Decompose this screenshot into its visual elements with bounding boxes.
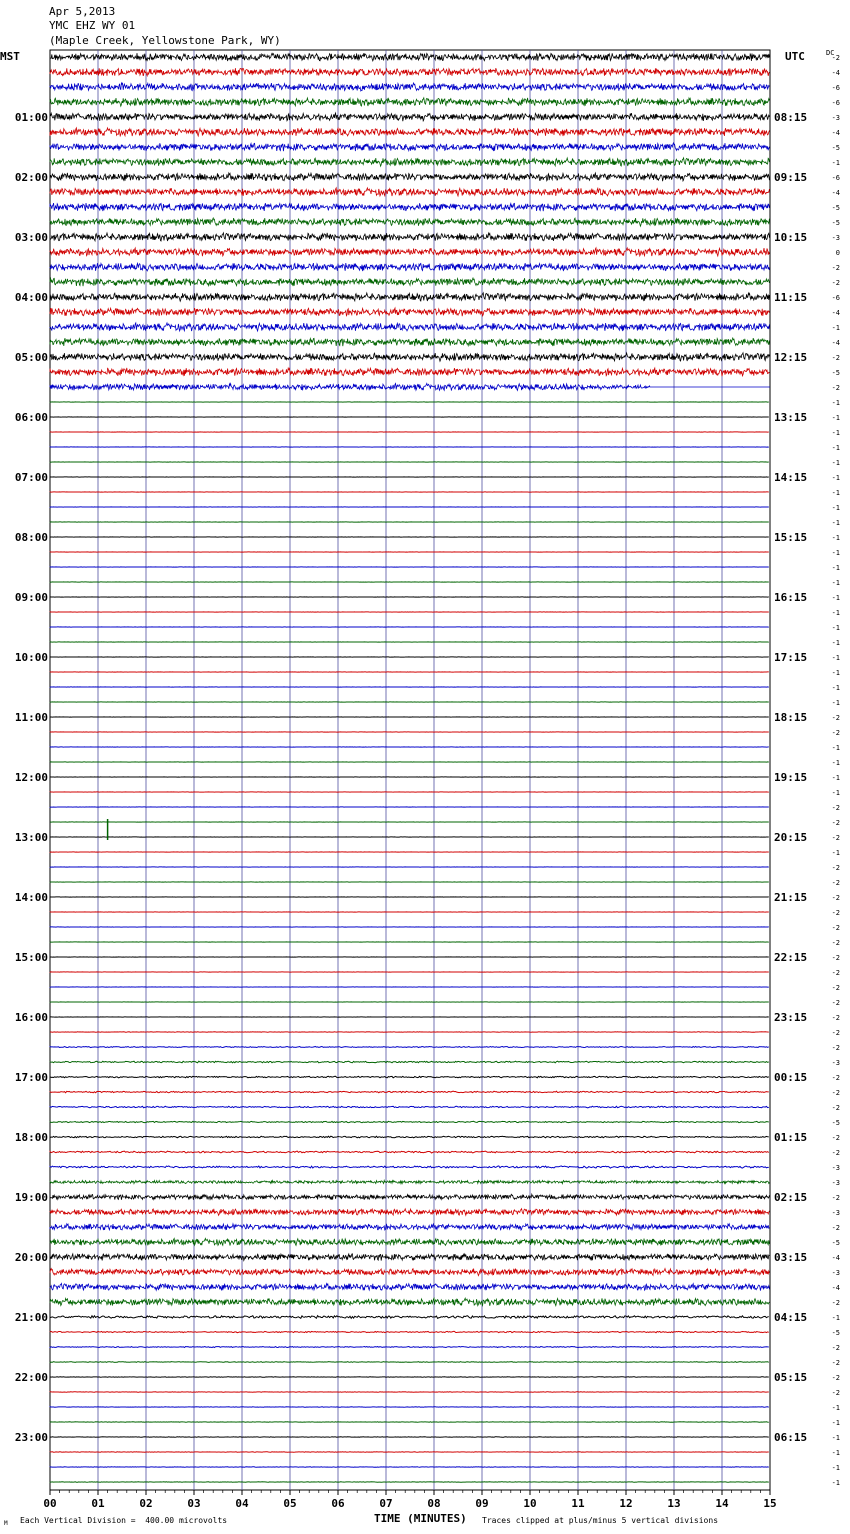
dc-offset-label: -3 — [831, 1269, 840, 1277]
x-tick-label: 04 — [235, 1497, 249, 1510]
seismic-trace — [50, 1180, 769, 1183]
mst-hour-label: 16:00 — [14, 1011, 48, 1024]
dc-offset-label: -2 — [831, 984, 840, 992]
mst-hour-label: 21:00 — [14, 1311, 48, 1324]
seismic-trace — [50, 203, 769, 211]
seismic-trace — [50, 1452, 769, 1453]
seismic-trace — [50, 218, 769, 226]
clip-note: Traces clipped at plus/minus 5 vertical divisions — [482, 1516, 719, 1525]
x-tick-label: 06 — [331, 1497, 345, 1510]
dc-offset-label: -1 — [831, 1404, 840, 1412]
seismic-trace — [50, 1254, 769, 1261]
dc-offset-label: -1 — [831, 849, 840, 857]
dc-offset-label: -4 — [831, 1254, 840, 1262]
dc-offset-label: -2 — [831, 1029, 840, 1037]
seismic-trace — [50, 53, 769, 61]
dc-offset-label: -1 — [831, 399, 840, 407]
dc-offset-label: -1 — [831, 489, 840, 497]
seismic-trace — [50, 1061, 769, 1063]
seismic-trace — [50, 1482, 769, 1483]
seismic-trace — [50, 1269, 769, 1276]
seismic-trace — [50, 323, 769, 331]
utc-hour-label: 15:15 — [774, 531, 808, 544]
utc-hour-label: 10:15 — [774, 231, 808, 244]
mst-hour-label: 12:00 — [14, 771, 48, 784]
x-tick-label: 12 — [619, 1497, 633, 1510]
dc-offset-label: -6 — [831, 99, 840, 107]
header-location: (Maple Creek, Yellowstone Park, WY) — [49, 34, 281, 47]
dc-offset-label: -1 — [831, 579, 840, 587]
dc-offset-label: -2 — [831, 54, 840, 62]
seismic-trace — [50, 1407, 769, 1408]
seismic-trace — [50, 98, 769, 106]
dc-offset-label: -2 — [831, 1389, 840, 1397]
x-tick-label: 02 — [139, 1497, 153, 1510]
dc-label: DC — [826, 49, 835, 57]
dc-offset-label: -3 — [831, 1209, 840, 1217]
dc-offset-label: -3 — [831, 1164, 840, 1172]
dc-offset-label: -6 — [831, 294, 840, 302]
dc-offset-label: -1 — [831, 699, 840, 707]
mst-hour-label: 04:00 — [14, 291, 48, 304]
seismic-trace — [50, 173, 769, 181]
seismic-trace — [50, 1106, 769, 1108]
x-tick-label: 08 — [427, 1497, 441, 1510]
mst-hour-label: 09:00 — [14, 591, 48, 604]
seismic-trace — [50, 1032, 769, 1033]
utc-hour-label: 09:15 — [774, 171, 808, 184]
dc-offset-label: -1 — [831, 1479, 840, 1487]
dc-offset-label: -1 — [831, 1449, 840, 1457]
dc-offset-label: -2 — [831, 1299, 840, 1307]
utc-hour-label: 12:15 — [774, 351, 808, 364]
dc-offset-label: -2 — [831, 729, 840, 737]
seismic-trace — [50, 1166, 769, 1168]
header-station: YMC EHZ WY 01 — [49, 19, 136, 32]
utc-hour-label: 21:15 — [774, 891, 808, 904]
seismic-trace — [50, 1151, 769, 1153]
dc-offset-label: -2 — [831, 834, 840, 842]
dc-offset-label: -2 — [831, 279, 840, 287]
mst-hour-label: 03:00 — [14, 231, 48, 244]
seismic-trace — [50, 233, 769, 241]
dc-offset-label: -5 — [831, 144, 840, 152]
dc-offset-label: -4 — [831, 129, 840, 137]
dc-offset-label: -2 — [831, 1374, 840, 1382]
dc-offset-label: -4 — [831, 309, 840, 317]
dc-offset-label: -4 — [831, 1284, 840, 1292]
dc-offset-label: -2 — [831, 1014, 840, 1022]
dc-offset-label: -5 — [831, 369, 840, 377]
dc-offset-label: -1 — [831, 474, 840, 482]
mst-hour-label: 14:00 — [14, 891, 48, 904]
dc-offset-label: -1 — [831, 639, 840, 647]
utc-hour-label: 22:15 — [774, 951, 808, 964]
dc-offset-label: -2 — [831, 879, 840, 887]
utc-hour-label: 11:15 — [774, 291, 808, 304]
x-tick-label: 01 — [91, 1497, 105, 1510]
seismic-trace — [50, 1136, 769, 1138]
x-tick-label: 10 — [523, 1497, 537, 1510]
dc-offset-label: -1 — [831, 444, 840, 452]
dc-offset-label: -2 — [831, 1359, 840, 1367]
dc-offset-label: -2 — [831, 1044, 840, 1052]
utc-hour-label: 02:15 — [774, 1191, 808, 1204]
seismic-trace — [50, 263, 769, 271]
mst-hour-label: 02:00 — [14, 171, 48, 184]
dc-offset-label: -4 — [831, 69, 840, 77]
seismic-trace — [50, 248, 769, 256]
utc-hour-label: 17:15 — [774, 651, 808, 664]
dc-offset-label: -1 — [831, 159, 840, 167]
mst-hour-label: 15:00 — [14, 951, 48, 964]
utc-hour-label: 18:15 — [774, 711, 808, 724]
seismic-trace — [50, 1209, 769, 1216]
dc-offset-label: -5 — [831, 1119, 840, 1127]
mst-hour-label: 07:00 — [14, 471, 48, 484]
dc-offset-label: -5 — [831, 1329, 840, 1337]
seismic-trace — [50, 1194, 769, 1199]
utc-hour-label: 00:15 — [774, 1071, 808, 1084]
dc-offset-label: -1 — [831, 324, 840, 332]
seismic-trace — [50, 188, 769, 196]
mst-hour-label: 10:00 — [14, 651, 48, 664]
utc-hour-label: 20:15 — [774, 831, 808, 844]
mst-hour-label: 20:00 — [14, 1251, 48, 1264]
seismic-trace — [50, 1346, 769, 1347]
dc-offset-label: -2 — [831, 1344, 840, 1352]
dc-offset-label: -2 — [831, 1134, 840, 1142]
dc-offset-label: -2 — [831, 954, 840, 962]
seismic-trace — [50, 1091, 769, 1093]
dc-offset-label: -1 — [831, 669, 840, 677]
dc-offset-label: -2 — [831, 354, 840, 362]
dc-offset-label: -1 — [831, 519, 840, 527]
dc-offset-label: -2 — [831, 1074, 840, 1082]
utc-hour-label: 04:15 — [774, 1311, 808, 1324]
dc-offset-label: -5 — [831, 219, 840, 227]
seismic-trace — [50, 1121, 769, 1122]
corner-mark: M — [4, 1520, 8, 1527]
utc-hour-label: 08:15 — [774, 111, 808, 124]
dc-offset-label: -5 — [831, 204, 840, 212]
utc-hour-label: 05:15 — [774, 1371, 808, 1384]
x-tick-label: 00 — [43, 1497, 57, 1510]
mst-hour-label: 11:00 — [14, 711, 48, 724]
dc-offset-label: -1 — [831, 774, 840, 782]
seismic-trace — [50, 1283, 769, 1290]
dc-offset-label: -1 — [831, 504, 840, 512]
dc-offset-label: -1 — [831, 1314, 840, 1322]
dc-offset-label: -6 — [831, 84, 840, 92]
x-tick-label: 07 — [379, 1497, 393, 1510]
dc-offset-label: -1 — [831, 429, 840, 437]
seismic-trace — [50, 1392, 769, 1393]
seismic-trace — [50, 1224, 769, 1230]
seismic-trace — [50, 338, 769, 346]
header-date: Apr 5,2013 — [49, 5, 116, 18]
seismic-trace — [50, 293, 769, 301]
seismic-trace — [50, 1437, 769, 1438]
seismic-trace — [50, 1046, 769, 1047]
x-tick-label: 09 — [475, 1497, 489, 1510]
dc-offset-label: -2 — [831, 819, 840, 827]
division-note: Each Vertical Division = 400.00 microvolts — [20, 1516, 228, 1525]
dc-offset-label: -2 — [831, 384, 840, 392]
dc-offset-label: -2 — [831, 1089, 840, 1097]
dc-offset-label: -1 — [831, 414, 840, 422]
time-axis-label: TIME (MINUTES) — [374, 1512, 467, 1525]
seismic-trace — [50, 68, 769, 76]
seismic-trace — [50, 113, 769, 121]
dc-offset-label: -2 — [831, 909, 840, 917]
seismic-trace — [50, 1331, 769, 1332]
dc-offset-label: -1 — [831, 564, 840, 572]
dc-offset-label: -2 — [831, 969, 840, 977]
dc-offset-label: -2 — [831, 924, 840, 932]
utc-hour-label: 06:15 — [774, 1431, 808, 1444]
dc-offset-label: -1 — [831, 624, 840, 632]
seismic-trace — [50, 158, 769, 166]
x-tick-label: 15 — [763, 1497, 777, 1510]
mst-hour-label: 05:00 — [14, 351, 48, 364]
dc-offset-label: -1 — [831, 1419, 840, 1427]
dc-offset-label: -3 — [831, 1059, 840, 1067]
mst-hour-label: 06:00 — [14, 411, 48, 424]
seismic-trace — [50, 1422, 769, 1423]
x-tick-label: 13 — [667, 1497, 681, 1510]
dc-offset-label: -4 — [831, 189, 840, 197]
utc-hour-label: 13:15 — [774, 411, 808, 424]
mst-hour-label: 17:00 — [14, 1071, 48, 1084]
utc-hour-label: 23:15 — [774, 1011, 808, 1024]
dc-offset-label: -6 — [831, 174, 840, 182]
dc-offset-label: -2 — [831, 804, 840, 812]
mst-axis-label: MST — [0, 50, 20, 63]
dc-offset-label: -2 — [831, 1224, 840, 1232]
dc-offset-label: -2 — [831, 999, 840, 1007]
dc-offset-label: -4 — [831, 339, 840, 347]
x-tick-label: 05 — [283, 1497, 297, 1510]
seismic-trace — [50, 1377, 769, 1378]
x-tick-label: 11 — [571, 1497, 585, 1510]
seismic-trace — [50, 383, 770, 390]
utc-hour-label: 01:15 — [774, 1131, 808, 1144]
utc-axis-label: UTC — [785, 50, 805, 63]
seismic-trace — [50, 308, 769, 316]
seismic-trace — [50, 1298, 769, 1306]
mst-hour-label: 13:00 — [14, 831, 48, 844]
dc-offset-label: -2 — [831, 264, 840, 272]
dc-offset-label: -1 — [831, 744, 840, 752]
dc-offset-label: -1 — [831, 459, 840, 467]
dc-offset-label: -1 — [831, 1464, 840, 1472]
dc-offset-label: 0 — [835, 249, 840, 257]
mst-hour-label: 08:00 — [14, 531, 48, 544]
dc-offset-label: -2 — [831, 894, 840, 902]
mst-hour-label: 01:00 — [14, 111, 48, 124]
seismic-trace — [50, 278, 769, 286]
dc-offset-label: -1 — [831, 549, 840, 557]
seismic-trace — [50, 83, 769, 91]
dc-offset-label: -2 — [831, 1149, 840, 1157]
utc-hour-label: 14:15 — [774, 471, 808, 484]
mst-hour-label: 18:00 — [14, 1131, 48, 1144]
dc-offset-label: -1 — [831, 1434, 840, 1442]
seismic-trace — [50, 1316, 769, 1319]
dc-offset-label: -2 — [831, 1104, 840, 1112]
dc-offset-label: -1 — [831, 654, 840, 662]
dc-offset-label: -5 — [831, 1239, 840, 1247]
dc-offset-label: -3 — [831, 234, 840, 242]
dc-offset-label: -1 — [831, 534, 840, 542]
dc-offset-label: -1 — [831, 789, 840, 797]
dc-offset-label: -1 — [831, 609, 840, 617]
seismic-trace — [50, 1362, 769, 1363]
seismic-trace — [50, 353, 769, 361]
utc-hour-label: 19:15 — [774, 771, 808, 784]
dc-offset-label: -1 — [831, 759, 840, 767]
seismic-trace — [50, 128, 769, 136]
mst-hour-label: 19:00 — [14, 1191, 48, 1204]
mst-hour-label: 23:00 — [14, 1431, 48, 1444]
dc-offset-label: -2 — [831, 864, 840, 872]
seismic-trace — [50, 1238, 769, 1245]
mst-hour-label: 22:00 — [14, 1371, 48, 1384]
dc-offset-label: -2 — [831, 939, 840, 947]
seismic-trace — [50, 143, 769, 151]
dc-offset-label: -3 — [831, 1179, 840, 1187]
utc-hour-label: 16:15 — [774, 591, 808, 604]
dc-offset-label: -1 — [831, 684, 840, 692]
dc-offset-label: -2 — [831, 1194, 840, 1202]
utc-hour-label: 03:15 — [774, 1251, 808, 1264]
seismic-trace — [50, 1467, 769, 1468]
dc-offset-label: -1 — [831, 594, 840, 602]
seismic-trace — [50, 1076, 769, 1078]
dc-offset-label: -3 — [831, 114, 840, 122]
dc-offset-label: -2 — [831, 714, 840, 722]
seismic-trace — [50, 368, 769, 376]
x-tick-label: 14 — [715, 1497, 729, 1510]
x-tick-label: 03 — [187, 1497, 201, 1510]
